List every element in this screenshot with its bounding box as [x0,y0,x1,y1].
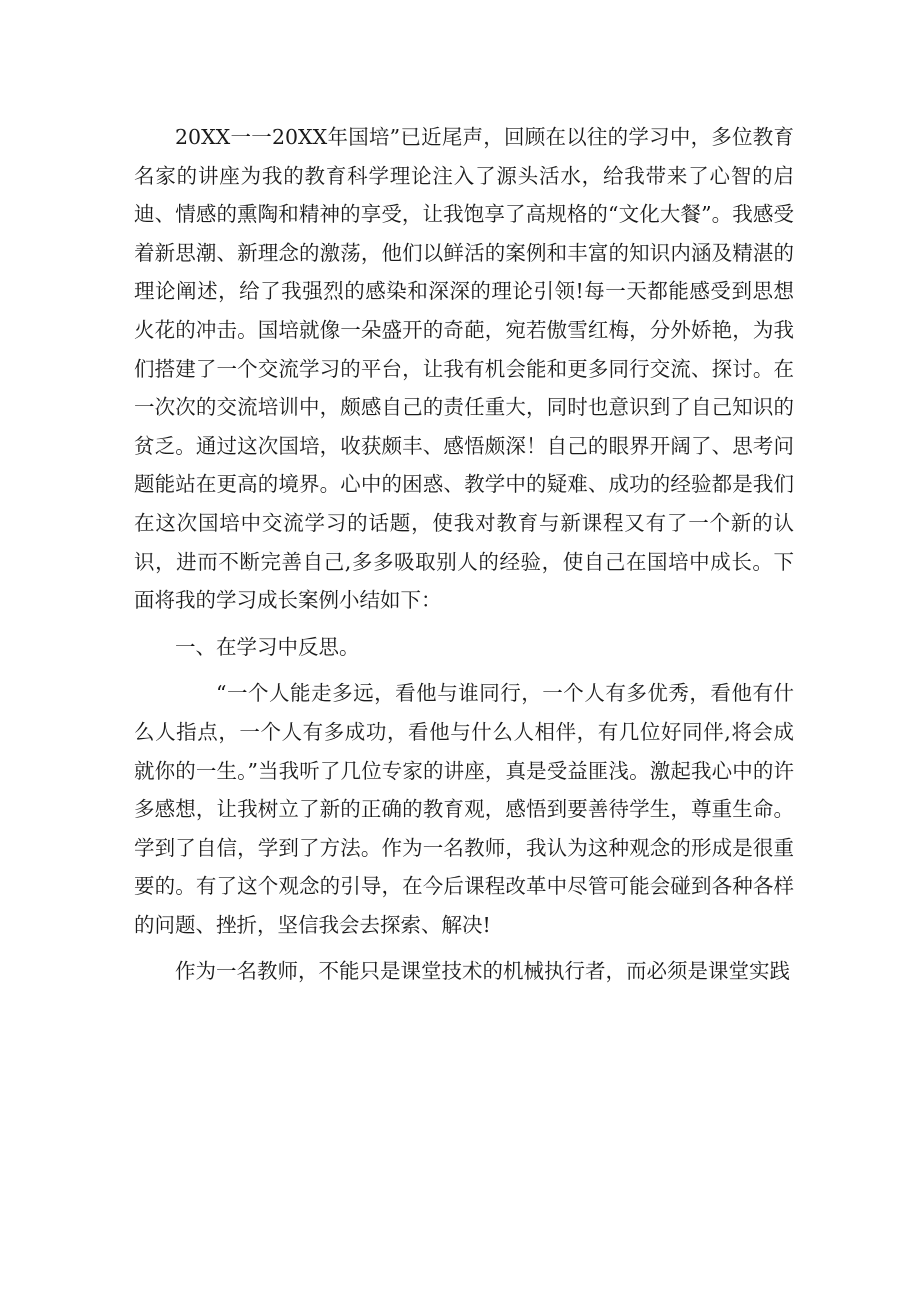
intro-paragraph: 20XX一一20XX年国培”已近尾声，回顾在以往的学习中，多位教育名家的讲座为我的教育科学理论注入了源头活水，给我带来了心智的启迪、情感的熏陶和精神的享受，让我饱享了高规格的“文化大餐”。我感受着新思潮、新理念的激荡，他们以鲜活的案例和丰富的知识内涵及精湛的理论阐述，给了我强烈的感染和深深的理论引领!每一天都能感受到思想火花的冲击。国培就像一朵盛开的奇葩，宛若傲雪红梅，分外娇艳，为我们搭建了一个交流学习的平台，让我有机会能和更多同行交流、探讨。在一次次的交流培训中，颇感自己的责任重大，同时也意识到了自己知识的贫乏。通过这次国培，收获颇丰、感悟颇深！自己的眼界开阔了、思考问题能站在更高的境界。心中的困惑、教学中的疑难、成功的经验都是我们在这次国培中交流学习的话题，使我对教育与新课程又有了一个新的认识，进而不断完善自己,多多吸取别人的经验，使自己在国培中成长。下面将我的学习成长案例小结如下： [134,125,794,613]
closing-paragraph: 作为一名教师，不能只是课堂技术的机械执行者，而必须是课堂实践 [175,959,790,984]
quote-paragraph: “一个人能走多远，看他与谁同行，一个人有多优秀，看他有什么人指点，一个人有多成功，看他与什么人相伴，有几位好同伴,将会成就你的一生。”当我听了几位专家的讲座，真是受益匪浅。激起我心中的许多感想，让我树立了新的正确的教育观，感悟到要善待学生，尊重生命。学到了自信，学到了方法。作为一名教师，我认为这种观念的形成是很重要的。有了这个观念的引导，在今后课程改革中尽管可能会碰到各种各样的问题、挫折，坚信我会去探索、解决! [134,681,794,937]
document-body [134,118,794,991]
section-one-heading: 一、在学习中反思。 [175,634,360,659]
